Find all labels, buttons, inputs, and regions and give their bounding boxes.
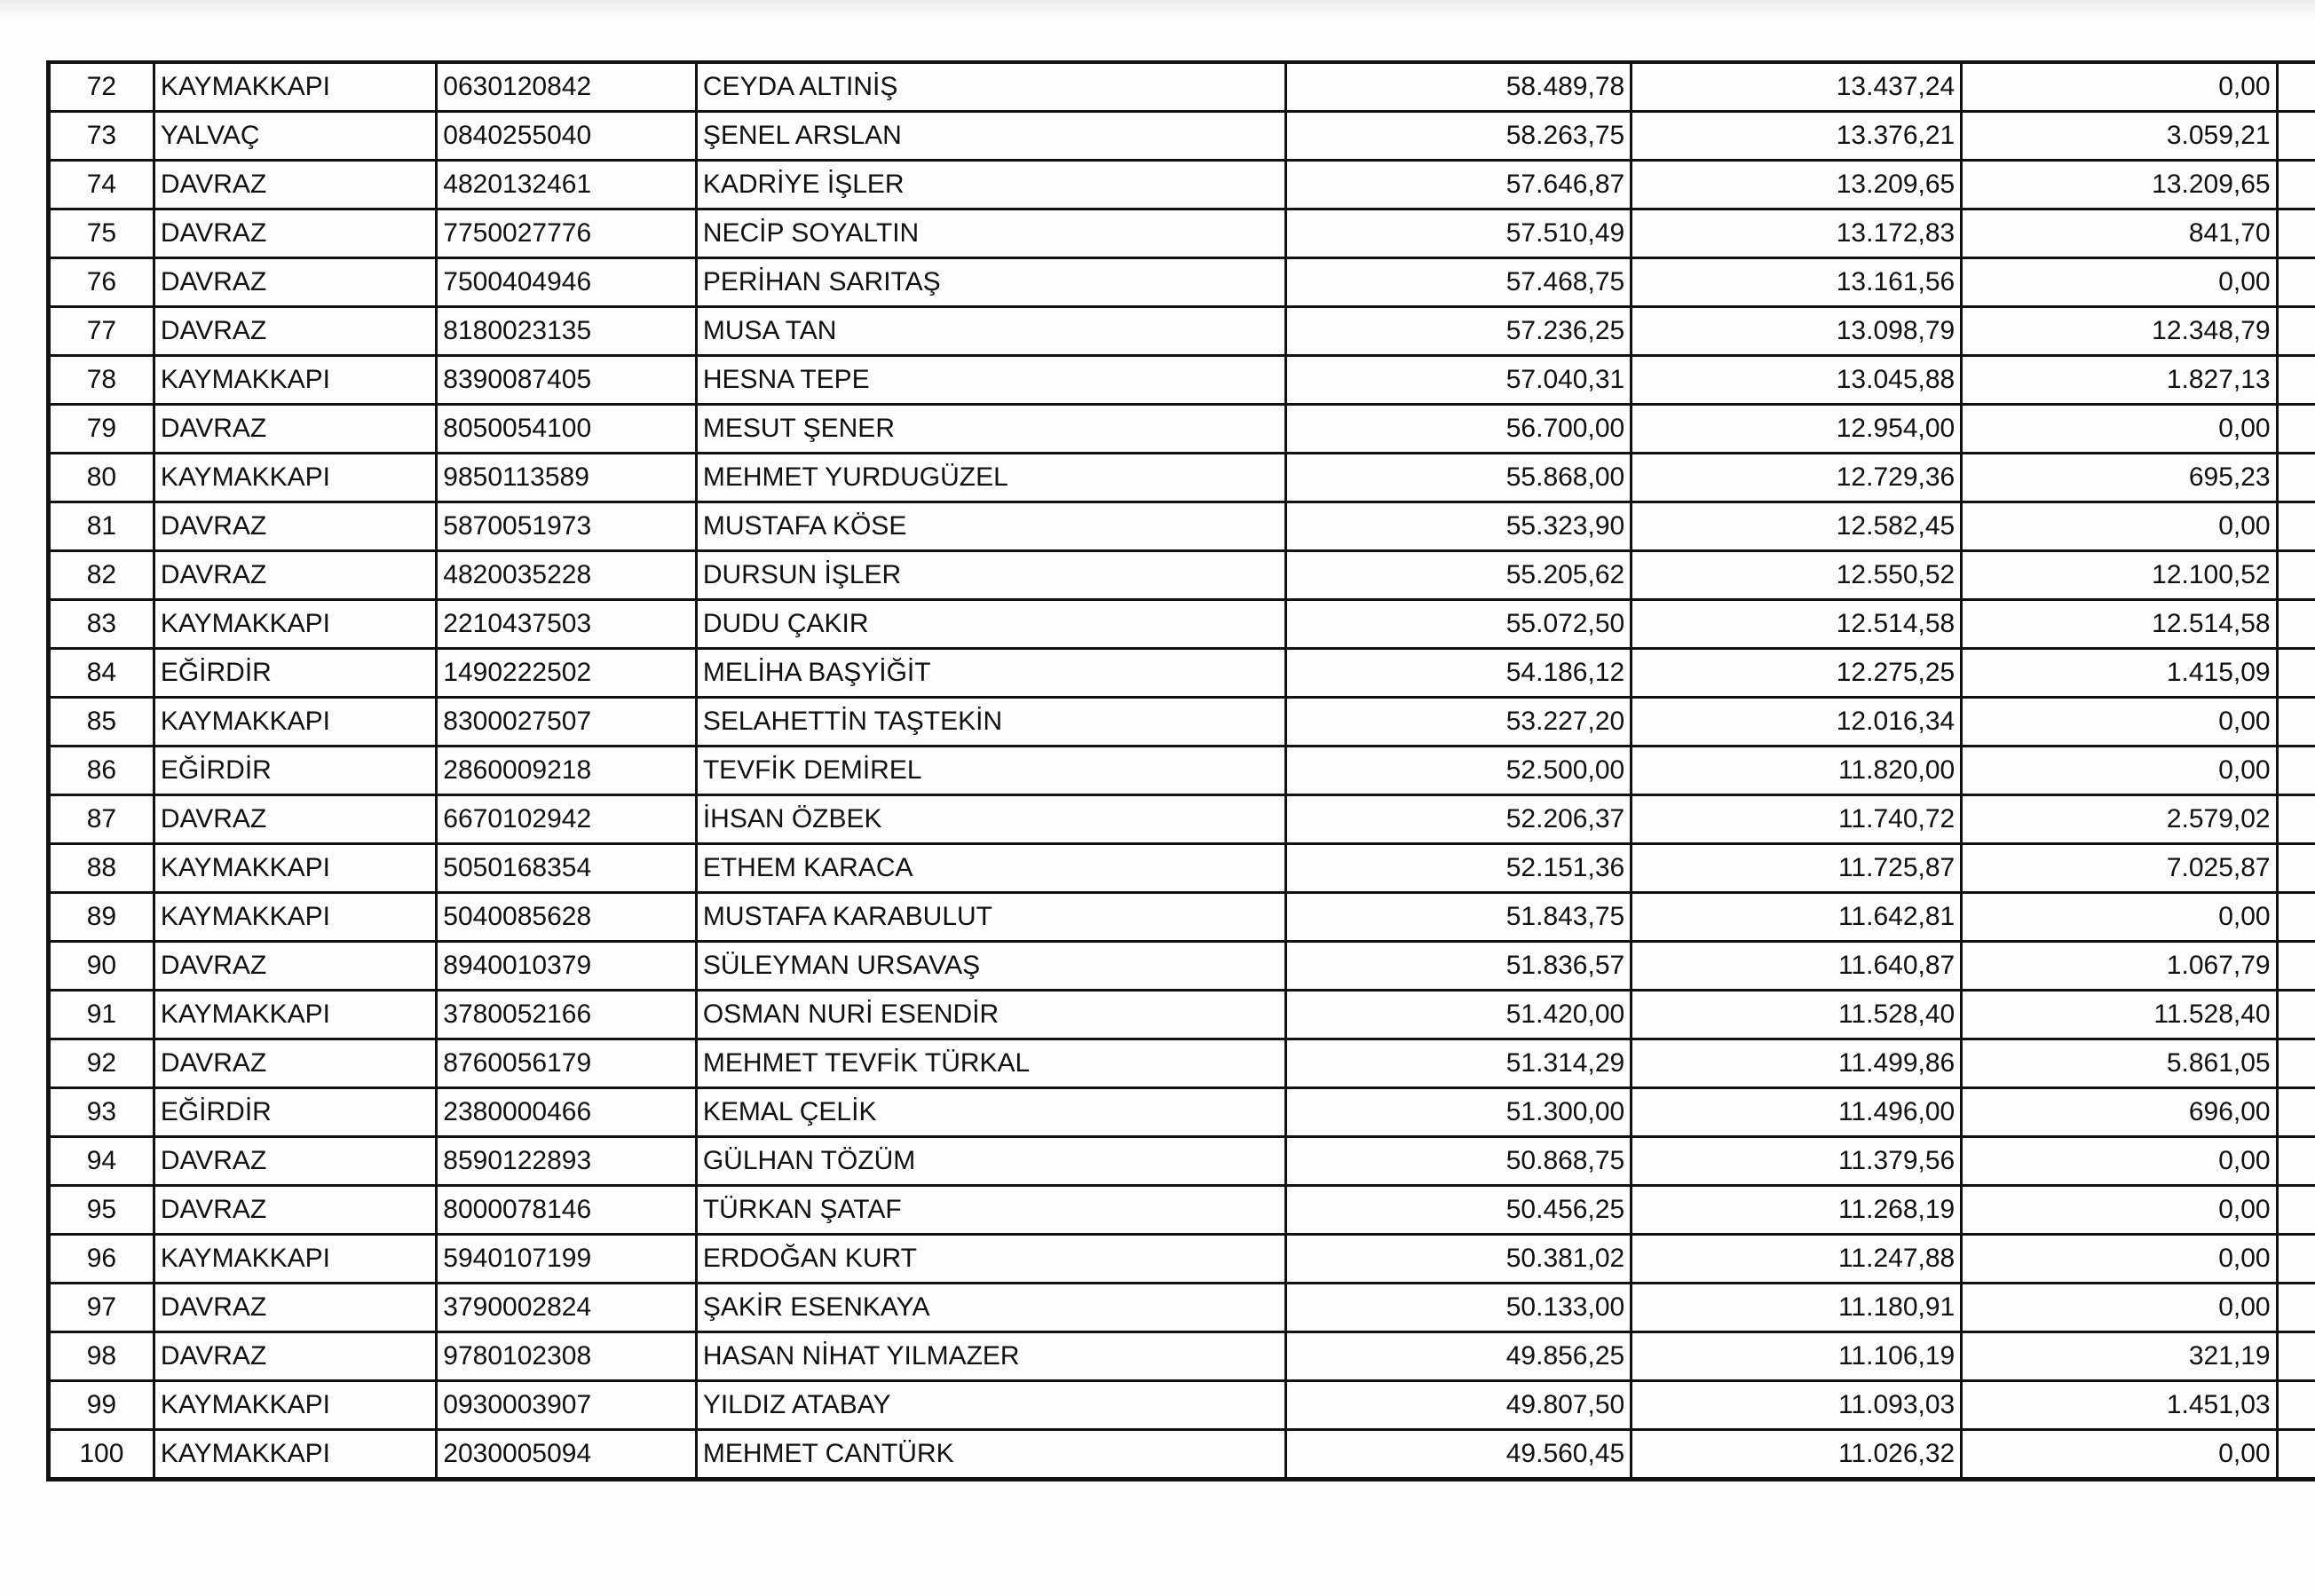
name-cell: MESUT ŞENER	[696, 405, 1285, 454]
id-number-cell: 5870051973	[437, 502, 697, 551]
amount1-cell: 49.856,25	[1285, 1332, 1632, 1381]
amount1-cell: 58.263,75	[1285, 112, 1632, 161]
name-cell: MELİHA BAŞYİĞİT	[696, 649, 1285, 698]
table-row	[49, 307, 2315, 356]
table-row	[49, 1039, 2315, 1088]
row-number: 77	[49, 307, 154, 356]
edge-cell	[2277, 454, 2315, 502]
row-number: 84	[49, 649, 154, 698]
row-number: 79	[49, 405, 154, 454]
amount2-cell: 11.528,40	[1632, 991, 1962, 1039]
table-row	[49, 747, 2315, 795]
unit-cell: DAVRAZ	[154, 795, 436, 844]
amount3-cell: 12.514,58	[1962, 600, 2277, 649]
id-number-cell: 0840255040	[437, 112, 697, 161]
amount3-cell: 0,00	[1962, 502, 2277, 551]
amount2-cell: 11.640,87	[1632, 942, 1962, 991]
amount1-cell: 56.700,00	[1285, 405, 1632, 454]
id-number-cell: 9850113589	[437, 454, 697, 502]
name-cell: MUSTAFA KARABULUT	[696, 893, 1285, 942]
name-cell: TÜRKAN ŞATAF	[696, 1186, 1285, 1235]
amount2-cell: 12.016,34	[1632, 698, 1962, 747]
edge-cell	[2277, 1186, 2315, 1235]
table-row	[49, 893, 2315, 942]
unit-cell: KAYMAKKAPI	[154, 600, 436, 649]
table-row	[49, 1137, 2315, 1186]
amount2-cell: 11.247,88	[1632, 1235, 1962, 1284]
id-number-cell: 7750027776	[437, 209, 697, 258]
edge-cell	[2277, 991, 2315, 1039]
amount2-cell: 11.820,00	[1632, 747, 1962, 795]
amount1-cell: 55.868,00	[1285, 454, 1632, 502]
table-row	[49, 600, 2315, 649]
unit-cell: DAVRAZ	[154, 502, 436, 551]
unit-cell: KAYMAKKAPI	[154, 1430, 436, 1480]
table-row	[49, 698, 2315, 747]
name-cell: SÜLEYMAN URSAVAŞ	[696, 942, 1285, 991]
amount1-cell: 55.323,90	[1285, 502, 1632, 551]
unit-cell: DAVRAZ	[154, 258, 436, 307]
unit-cell: DAVRAZ	[154, 209, 436, 258]
unit-cell: EĞİRDİR	[154, 747, 436, 795]
amount2-cell: 12.514,58	[1632, 600, 1962, 649]
unit-cell: DAVRAZ	[154, 1332, 436, 1381]
amount1-cell: 50.456,25	[1285, 1186, 1632, 1235]
unit-cell: DAVRAZ	[154, 1186, 436, 1235]
row-number: 89	[49, 893, 154, 942]
row-number: 92	[49, 1039, 154, 1088]
edge-cell	[2277, 1381, 2315, 1430]
table-row	[49, 844, 2315, 893]
name-cell: KEMAL ÇELİK	[696, 1088, 1285, 1137]
row-number: 87	[49, 795, 154, 844]
row-number: 73	[49, 112, 154, 161]
amount3-cell: 841,70	[1962, 209, 2277, 258]
amount3-cell: 3.059,21	[1962, 112, 2277, 161]
amount1-cell: 58.489,78	[1285, 62, 1632, 112]
edge-cell	[2277, 698, 2315, 747]
scan-edge	[0, 0, 2315, 18]
name-cell: KADRİYE İŞLER	[696, 161, 1285, 209]
edge-cell	[2277, 942, 2315, 991]
row-number: 85	[49, 698, 154, 747]
id-number-cell: 2380000466	[437, 1088, 697, 1137]
edge-cell	[2277, 1332, 2315, 1381]
name-cell: SELAHETTİN TAŞTEKİN	[696, 698, 1285, 747]
amount2-cell: 13.209,65	[1632, 161, 1962, 209]
name-cell: İHSAN ÖZBEK	[696, 795, 1285, 844]
unit-cell: KAYMAKKAPI	[154, 991, 436, 1039]
name-cell: MUSTAFA KÖSE	[696, 502, 1285, 551]
edge-cell	[2277, 600, 2315, 649]
row-number: 98	[49, 1332, 154, 1381]
edge-cell	[2277, 502, 2315, 551]
unit-cell: KAYMAKKAPI	[154, 454, 436, 502]
row-number: 91	[49, 991, 154, 1039]
id-number-cell: 0630120842	[437, 62, 697, 112]
row-number: 88	[49, 844, 154, 893]
amount3-cell: 1.827,13	[1962, 356, 2277, 405]
edge-cell	[2277, 844, 2315, 893]
row-number: 95	[49, 1186, 154, 1235]
row-number: 83	[49, 600, 154, 649]
amount3-cell: 0,00	[1962, 698, 2277, 747]
name-cell: CEYDA ALTINİŞ	[696, 62, 1285, 112]
row-number: 93	[49, 1088, 154, 1137]
amount2-cell: 13.437,24	[1632, 62, 1962, 112]
amount3-cell: 0,00	[1962, 1235, 2277, 1284]
name-cell: ŞAKİR ESENKAYA	[696, 1284, 1285, 1332]
name-cell: MEHMET TEVFİK TÜRKAL	[696, 1039, 1285, 1088]
amount3-cell: 1.415,09	[1962, 649, 2277, 698]
amount3-cell: 0,00	[1962, 62, 2277, 112]
amount2-cell: 11.740,72	[1632, 795, 1962, 844]
id-number-cell: 4820035228	[437, 551, 697, 600]
row-number: 97	[49, 1284, 154, 1332]
row-number: 80	[49, 454, 154, 502]
table-row	[49, 502, 2315, 551]
amount2-cell: 13.161,56	[1632, 258, 1962, 307]
id-number-cell: 5040085628	[437, 893, 697, 942]
table-row	[49, 405, 2315, 454]
unit-cell: DAVRAZ	[154, 1039, 436, 1088]
amount3-cell: 1.451,03	[1962, 1381, 2277, 1430]
name-cell: HESNA TEPE	[696, 356, 1285, 405]
amount3-cell: 5.861,05	[1962, 1039, 2277, 1088]
edge-cell	[2277, 112, 2315, 161]
row-number: 100	[49, 1430, 154, 1480]
edge-cell	[2277, 1137, 2315, 1186]
row-number: 99	[49, 1381, 154, 1430]
edge-cell	[2277, 356, 2315, 405]
unit-cell: KAYMAKKAPI	[154, 1235, 436, 1284]
table-row	[49, 356, 2315, 405]
amount2-cell: 12.550,52	[1632, 551, 1962, 600]
amount2-cell: 11.093,03	[1632, 1381, 1962, 1430]
id-number-cell: 2210437503	[437, 600, 697, 649]
amount1-cell: 57.510,49	[1285, 209, 1632, 258]
id-number-cell: 8590122893	[437, 1137, 697, 1186]
table-row	[49, 1235, 2315, 1284]
id-number-cell: 3780052166	[437, 991, 697, 1039]
id-number-cell: 0930003907	[437, 1381, 697, 1430]
amount2-cell: 11.026,32	[1632, 1430, 1962, 1480]
amount3-cell: 7.025,87	[1962, 844, 2277, 893]
row-number: 90	[49, 942, 154, 991]
name-cell: MUSA TAN	[696, 307, 1285, 356]
unit-cell: DAVRAZ	[154, 161, 436, 209]
id-number-cell: 4820132461	[437, 161, 697, 209]
table-row	[49, 62, 2315, 112]
table-row	[49, 1186, 2315, 1235]
row-number: 94	[49, 1137, 154, 1186]
name-cell: ERDOĞAN KURT	[696, 1235, 1285, 1284]
amount3-cell: 0,00	[1962, 747, 2277, 795]
name-cell: ŞENEL ARSLAN	[696, 112, 1285, 161]
table-row	[49, 209, 2315, 258]
amount1-cell: 51.300,00	[1285, 1088, 1632, 1137]
table-row	[49, 551, 2315, 600]
name-cell: MEHMET YURDUGÜZEL	[696, 454, 1285, 502]
amount1-cell: 49.560,45	[1285, 1430, 1632, 1480]
table-row	[49, 991, 2315, 1039]
amount2-cell: 11.642,81	[1632, 893, 1962, 942]
unit-cell: YALVAÇ	[154, 112, 436, 161]
name-cell: DURSUN İŞLER	[696, 551, 1285, 600]
id-number-cell: 8760056179	[437, 1039, 697, 1088]
edge-cell	[2277, 1039, 2315, 1088]
amount3-cell: 696,00	[1962, 1088, 2277, 1137]
unit-cell: KAYMAKKAPI	[154, 844, 436, 893]
edge-cell	[2277, 649, 2315, 698]
amount1-cell: 55.072,50	[1285, 600, 1632, 649]
row-number: 75	[49, 209, 154, 258]
name-cell: TEVFİK DEMİREL	[696, 747, 1285, 795]
edge-cell	[2277, 258, 2315, 307]
name-cell: YILDIZ ATABAY	[696, 1381, 1285, 1430]
amount1-cell: 49.807,50	[1285, 1381, 1632, 1430]
row-number: 74	[49, 161, 154, 209]
row-number: 96	[49, 1235, 154, 1284]
amount1-cell: 54.186,12	[1285, 649, 1632, 698]
amount2-cell: 11.106,19	[1632, 1332, 1962, 1381]
id-number-cell: 7500404946	[437, 258, 697, 307]
amount3-cell: 12.348,79	[1962, 307, 2277, 356]
amount3-cell: 1.067,79	[1962, 942, 2277, 991]
table-row	[49, 942, 2315, 991]
id-number-cell: 6670102942	[437, 795, 697, 844]
id-number-cell: 8000078146	[437, 1186, 697, 1235]
edge-cell	[2277, 893, 2315, 942]
amount3-cell: 321,19	[1962, 1332, 2277, 1381]
amount2-cell: 13.172,83	[1632, 209, 1962, 258]
edge-cell	[2277, 1088, 2315, 1137]
table-row	[49, 454, 2315, 502]
unit-cell: KAYMAKKAPI	[154, 698, 436, 747]
unit-cell: DAVRAZ	[154, 307, 436, 356]
amount2-cell: 12.954,00	[1632, 405, 1962, 454]
table-row	[49, 112, 2315, 161]
amount3-cell: 2.579,02	[1962, 795, 2277, 844]
id-number-cell: 8390087405	[437, 356, 697, 405]
edge-cell	[2277, 747, 2315, 795]
name-cell: MEHMET CANTÜRK	[696, 1430, 1285, 1480]
name-cell: NECİP SOYALTIN	[696, 209, 1285, 258]
amount3-cell: 0,00	[1962, 1284, 2277, 1332]
table-row	[49, 1332, 2315, 1381]
name-cell: PERİHAN SARITAŞ	[696, 258, 1285, 307]
name-cell: GÜLHAN TÖZÜM	[696, 1137, 1285, 1186]
amount1-cell: 52.151,36	[1285, 844, 1632, 893]
amount1-cell: 51.843,75	[1285, 893, 1632, 942]
edge-cell	[2277, 161, 2315, 209]
id-number-cell: 1490222502	[437, 649, 697, 698]
id-number-cell: 8300027507	[437, 698, 697, 747]
table-row	[49, 1284, 2315, 1332]
amount2-cell: 12.582,45	[1632, 502, 1962, 551]
table-row	[49, 1088, 2315, 1137]
amount3-cell: 0,00	[1962, 1430, 2277, 1480]
row-number: 72	[49, 62, 154, 112]
unit-cell: EĞİRDİR	[154, 1088, 436, 1137]
row-number: 78	[49, 356, 154, 405]
name-cell: DUDU ÇAKIR	[696, 600, 1285, 649]
id-number-cell: 8180023135	[437, 307, 697, 356]
amount1-cell: 57.646,87	[1285, 161, 1632, 209]
edge-cell	[2277, 795, 2315, 844]
amount2-cell: 13.045,88	[1632, 356, 1962, 405]
amount1-cell: 51.836,57	[1285, 942, 1632, 991]
name-cell: HASAN NİHAT YILMAZER	[696, 1332, 1285, 1381]
edge-cell	[2277, 1284, 2315, 1332]
row-number: 81	[49, 502, 154, 551]
amount1-cell: 57.468,75	[1285, 258, 1632, 307]
id-number-cell: 8050054100	[437, 405, 697, 454]
unit-cell: DAVRAZ	[154, 405, 436, 454]
unit-cell: KAYMAKKAPI	[154, 62, 436, 112]
amount2-cell: 11.499,86	[1632, 1039, 1962, 1088]
unit-cell: DAVRAZ	[154, 551, 436, 600]
amount2-cell: 11.268,19	[1632, 1186, 1962, 1235]
amount1-cell: 50.133,00	[1285, 1284, 1632, 1332]
table-row	[49, 258, 2315, 307]
id-number-cell: 9780102308	[437, 1332, 697, 1381]
amount1-cell: 55.205,62	[1285, 551, 1632, 600]
amount1-cell: 50.868,75	[1285, 1137, 1632, 1186]
table-row	[49, 649, 2315, 698]
edge-cell	[2277, 405, 2315, 454]
table-row	[49, 161, 2315, 209]
unit-cell: KAYMAKKAPI	[154, 356, 436, 405]
amount2-cell: 12.729,36	[1632, 454, 1962, 502]
name-cell: OSMAN NURİ ESENDİR	[696, 991, 1285, 1039]
records-table-body	[49, 62, 2315, 1480]
amount1-cell: 51.314,29	[1285, 1039, 1632, 1088]
amount2-cell: 11.725,87	[1632, 844, 1962, 893]
amount3-cell: 0,00	[1962, 405, 2277, 454]
unit-cell: KAYMAKKAPI	[154, 1381, 436, 1430]
unit-cell: DAVRAZ	[154, 942, 436, 991]
unit-cell: DAVRAZ	[154, 1137, 436, 1186]
row-number: 86	[49, 747, 154, 795]
amount3-cell: 12.100,52	[1962, 551, 2277, 600]
unit-cell: KAYMAKKAPI	[154, 893, 436, 942]
edge-cell	[2277, 551, 2315, 600]
edge-cell	[2277, 209, 2315, 258]
amount3-cell: 0,00	[1962, 258, 2277, 307]
edge-cell	[2277, 1235, 2315, 1284]
amount2-cell: 11.496,00	[1632, 1088, 1962, 1137]
table-row	[49, 1381, 2315, 1430]
amount2-cell: 13.098,79	[1632, 307, 1962, 356]
amount1-cell: 57.040,31	[1285, 356, 1632, 405]
id-number-cell: 5050168354	[437, 844, 697, 893]
row-number: 82	[49, 551, 154, 600]
amount2-cell: 11.180,91	[1632, 1284, 1962, 1332]
edge-cell	[2277, 1430, 2315, 1480]
amount3-cell: 695,23	[1962, 454, 2277, 502]
edge-cell	[2277, 62, 2315, 112]
amount3-cell: 13.209,65	[1962, 161, 2277, 209]
amount3-cell: 0,00	[1962, 1186, 2277, 1235]
name-cell: ETHEM KARACA	[696, 844, 1285, 893]
edge-cell	[2277, 307, 2315, 356]
amount2-cell: 11.379,56	[1632, 1137, 1962, 1186]
amount1-cell: 50.381,02	[1285, 1235, 1632, 1284]
amount3-cell: 11.528,40	[1962, 991, 2277, 1039]
id-number-cell: 2860009218	[437, 747, 697, 795]
row-number: 76	[49, 258, 154, 307]
table-row	[49, 795, 2315, 844]
amount1-cell: 52.500,00	[1285, 747, 1632, 795]
id-number-cell: 3790002824	[437, 1284, 697, 1332]
amount1-cell: 57.236,25	[1285, 307, 1632, 356]
amount2-cell: 12.275,25	[1632, 649, 1962, 698]
amount2-cell: 13.376,21	[1632, 112, 1962, 161]
id-number-cell: 8940010379	[437, 942, 697, 991]
amount1-cell: 51.420,00	[1285, 991, 1632, 1039]
amount1-cell: 53.227,20	[1285, 698, 1632, 747]
records-table	[46, 60, 2315, 1481]
amount3-cell: 0,00	[1962, 1137, 2277, 1186]
amount1-cell: 52.206,37	[1285, 795, 1632, 844]
unit-cell: DAVRAZ	[154, 1284, 436, 1332]
id-number-cell: 5940107199	[437, 1235, 697, 1284]
unit-cell: EĞİRDİR	[154, 649, 436, 698]
amount3-cell: 0,00	[1962, 893, 2277, 942]
id-number-cell: 2030005094	[437, 1430, 697, 1480]
table-row	[49, 1430, 2315, 1480]
